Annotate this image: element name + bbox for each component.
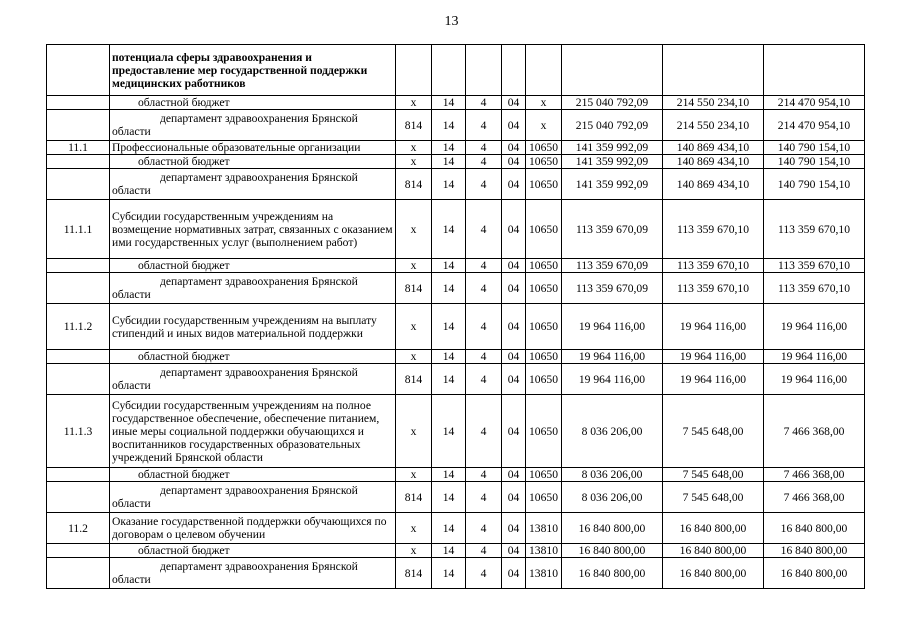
sum-year-2: 7 545 648,00 (663, 468, 764, 482)
sum-year-3: 16 840 800,00 (764, 558, 865, 589)
code-program: 04 (502, 350, 526, 364)
sum-year-1: 19 964 116,00 (562, 364, 663, 395)
code-program: 04 (502, 482, 526, 513)
row-name: департамент здравоохранения Брянской области (110, 273, 396, 304)
row-number (47, 544, 110, 558)
row-name: департамент здравоохранения Брянской области (110, 482, 396, 513)
sum-year-2: 19 964 116,00 (663, 304, 764, 350)
page-number: 13 (444, 14, 459, 29)
table-row (47, 558, 865, 589)
sum-year-2: 7 545 648,00 (663, 482, 764, 513)
code-section: 14 (432, 513, 466, 544)
row-name: департамент здравоохранения Брянской области (110, 364, 396, 395)
sum-year-1: 8 036 206,00 (562, 468, 663, 482)
code-program: 04 (502, 110, 526, 141)
code-section: 14 (432, 273, 466, 304)
code-section: 14 (432, 96, 466, 110)
code-direction: 13810 (526, 558, 562, 589)
code-direction: 10650 (526, 395, 562, 468)
sum-year-3: 7 466 368,00 (764, 482, 865, 513)
sum-year-1: 141 359 992,09 (562, 141, 663, 155)
sum-year-2: 214 550 234,10 (663, 110, 764, 141)
code-grbs: 814 (396, 169, 432, 200)
code-section: 14 (432, 558, 466, 589)
code-section: 14 (432, 155, 466, 169)
row-name: Субсидии государственным учреждениям на полное государственное обеспечение, обеспечение питанием, иные меры социальной поддержки обучающихся и воспитанников государственных образовательных учреждений Брянской области (110, 395, 396, 468)
row-name: областной бюджет (110, 468, 396, 482)
sum-year-3: 113 359 670,10 (764, 273, 865, 304)
code-grbs (396, 45, 432, 96)
budget-table-body (47, 45, 865, 589)
code-program: 04 (502, 273, 526, 304)
code-direction: 13810 (526, 513, 562, 544)
sum-year-1: 16 840 800,00 (562, 544, 663, 558)
table-row (47, 304, 865, 350)
table-row (47, 395, 865, 468)
code-section (432, 45, 466, 96)
sum-year-1: 8 036 206,00 (562, 482, 663, 513)
row-name: областной бюджет (110, 544, 396, 558)
code-grbs: х (396, 350, 432, 364)
sum-year-3 (764, 45, 865, 96)
code-direction (526, 45, 562, 96)
table-row (47, 200, 865, 259)
sum-year-3: 214 470 954,10 (764, 96, 865, 110)
code-subsection: 4 (466, 544, 502, 558)
code-program: 04 (502, 200, 526, 259)
code-subsection (466, 45, 502, 96)
code-subsection: 4 (466, 304, 502, 350)
code-subsection: 4 (466, 169, 502, 200)
code-program: 04 (502, 155, 526, 169)
code-direction: 10650 (526, 468, 562, 482)
row-number: 11.1.2 (47, 304, 110, 350)
code-grbs: х (396, 141, 432, 155)
row-name: Субсидии государственным учреждениям на возмещение нормативных затрат, связанных с оказанием ими государственных услуг (выполнением работ) (110, 200, 396, 259)
code-section: 14 (432, 169, 466, 200)
code-section: 14 (432, 259, 466, 273)
row-number (47, 482, 110, 513)
sum-year-2: 16 840 800,00 (663, 558, 764, 589)
code-subsection: 4 (466, 200, 502, 259)
sum-year-2: 19 964 116,00 (663, 364, 764, 395)
row-number: 11.1.1 (47, 200, 110, 259)
code-section: 14 (432, 364, 466, 395)
code-program: 04 (502, 544, 526, 558)
code-section: 14 (432, 395, 466, 468)
sum-year-1: 113 359 670,09 (562, 273, 663, 304)
code-direction: 10650 (526, 141, 562, 155)
sum-year-1: 8 036 206,00 (562, 395, 663, 468)
row-name: областной бюджет (110, 259, 396, 273)
table-row (47, 259, 865, 273)
code-subsection: 4 (466, 110, 502, 141)
code-grbs: х (396, 395, 432, 468)
table-row (47, 141, 865, 155)
sum-year-1 (562, 45, 663, 96)
row-name: областной бюджет (110, 155, 396, 169)
sum-year-2: 113 359 670,10 (663, 273, 764, 304)
code-grbs: х (396, 155, 432, 169)
sum-year-1: 16 840 800,00 (562, 513, 663, 544)
sum-year-1: 19 964 116,00 (562, 350, 663, 364)
sum-year-1: 141 359 992,09 (562, 155, 663, 169)
sum-year-1: 113 359 670,09 (562, 259, 663, 273)
row-number (47, 259, 110, 273)
code-subsection: 4 (466, 141, 502, 155)
code-program: 04 (502, 468, 526, 482)
row-name: Профессиональные образовательные организации (110, 141, 396, 155)
sum-year-3: 16 840 800,00 (764, 513, 865, 544)
row-number: 11.1.3 (47, 395, 110, 468)
code-grbs: х (396, 96, 432, 110)
code-program: 04 (502, 96, 526, 110)
code-grbs: х (396, 513, 432, 544)
row-number: 11.1 (47, 141, 110, 155)
code-program (502, 45, 526, 96)
sum-year-2: 140 869 434,10 (663, 141, 764, 155)
code-direction: 10650 (526, 259, 562, 273)
row-number (47, 169, 110, 200)
code-direction: 10650 (526, 304, 562, 350)
code-grbs: 814 (396, 273, 432, 304)
code-subsection: 4 (466, 558, 502, 589)
code-direction: х (526, 110, 562, 141)
sum-year-3: 113 359 670,10 (764, 200, 865, 259)
row-number (47, 364, 110, 395)
sum-year-1: 19 964 116,00 (562, 304, 663, 350)
table-row (47, 155, 865, 169)
table-row (47, 45, 865, 96)
table-row (47, 110, 865, 141)
row-number (47, 350, 110, 364)
table-row (47, 273, 865, 304)
code-direction: 13810 (526, 544, 562, 558)
code-section: 14 (432, 110, 466, 141)
sum-year-2: 7 545 648,00 (663, 395, 764, 468)
row-name: Субсидии государственным учреждениям на выплату стипендий и иных видов материальной поддержки (110, 304, 396, 350)
table-row (47, 364, 865, 395)
code-grbs: х (396, 468, 432, 482)
budget-table (46, 44, 865, 589)
row-name: департамент здравоохранения Брянской области (110, 558, 396, 589)
sum-year-1: 141 359 992,09 (562, 169, 663, 200)
code-program: 04 (502, 558, 526, 589)
row-name: департамент здравоохранения Брянской области (110, 110, 396, 141)
sum-year-1: 215 040 792,09 (562, 96, 663, 110)
code-direction: 10650 (526, 364, 562, 395)
sum-year-3: 7 466 368,00 (764, 395, 865, 468)
table-row (47, 544, 865, 558)
code-program: 04 (502, 364, 526, 395)
sum-year-3: 113 359 670,10 (764, 259, 865, 273)
code-section: 14 (432, 350, 466, 364)
code-section: 14 (432, 468, 466, 482)
sum-year-1: 113 359 670,09 (562, 200, 663, 259)
sum-year-2: 16 840 800,00 (663, 513, 764, 544)
code-program: 04 (502, 169, 526, 200)
row-number (47, 110, 110, 141)
sum-year-2: 214 550 234,10 (663, 96, 764, 110)
code-subsection: 4 (466, 350, 502, 364)
row-name: департамент здравоохранения Брянской области (110, 169, 396, 200)
code-grbs: х (396, 304, 432, 350)
code-subsection: 4 (466, 155, 502, 169)
row-number (47, 45, 110, 96)
table-row (47, 482, 865, 513)
code-subsection: 4 (466, 96, 502, 110)
code-direction: 10650 (526, 155, 562, 169)
code-program: 04 (502, 141, 526, 155)
sum-year-3: 140 790 154,10 (764, 169, 865, 200)
row-name: потенциала сферы здравоохранения и предоставление мер государственной поддержки медицинских работников (110, 45, 396, 96)
row-number (47, 468, 110, 482)
table-row (47, 513, 865, 544)
code-program: 04 (502, 395, 526, 468)
row-name: областной бюджет (110, 96, 396, 110)
code-subsection: 4 (466, 259, 502, 273)
code-grbs: х (396, 259, 432, 273)
sum-year-2: 140 869 434,10 (663, 155, 764, 169)
sum-year-3: 140 790 154,10 (764, 141, 865, 155)
table-row (47, 96, 865, 110)
sum-year-2: 19 964 116,00 (663, 350, 764, 364)
table-row (47, 468, 865, 482)
sum-year-1: 215 040 792,09 (562, 110, 663, 141)
sum-year-3: 16 840 800,00 (764, 544, 865, 558)
code-subsection: 4 (466, 513, 502, 544)
code-grbs: х (396, 544, 432, 558)
row-number: 11.2 (47, 513, 110, 544)
row-number (47, 273, 110, 304)
row-number (47, 96, 110, 110)
code-subsection: 4 (466, 364, 502, 395)
code-grbs: 814 (396, 558, 432, 589)
table-row (47, 350, 865, 364)
row-number (47, 558, 110, 589)
code-subsection: 4 (466, 395, 502, 468)
sum-year-3: 19 964 116,00 (764, 304, 865, 350)
sum-year-3: 19 964 116,00 (764, 364, 865, 395)
table-row (47, 169, 865, 200)
code-direction: 10650 (526, 482, 562, 513)
sum-year-1: 16 840 800,00 (562, 558, 663, 589)
code-section: 14 (432, 200, 466, 259)
sum-year-2 (663, 45, 764, 96)
code-direction: 10650 (526, 350, 562, 364)
code-direction: 10650 (526, 273, 562, 304)
row-name: областной бюджет (110, 350, 396, 364)
code-subsection: 4 (466, 482, 502, 513)
code-grbs: х (396, 200, 432, 259)
code-program: 04 (502, 304, 526, 350)
code-section: 14 (432, 482, 466, 513)
sum-year-2: 140 869 434,10 (663, 169, 764, 200)
code-section: 14 (432, 544, 466, 558)
code-direction: х (526, 96, 562, 110)
row-number (47, 155, 110, 169)
sum-year-3: 19 964 116,00 (764, 350, 865, 364)
row-name: Оказание государственной поддержки обучающихся по договорам о целевом обучении (110, 513, 396, 544)
sum-year-3: 214 470 954,10 (764, 110, 865, 141)
code-program: 04 (502, 513, 526, 544)
code-section: 14 (432, 141, 466, 155)
sum-year-2: 113 359 670,10 (663, 259, 764, 273)
code-section: 14 (432, 304, 466, 350)
code-grbs: 814 (396, 482, 432, 513)
sum-year-2: 16 840 800,00 (663, 544, 764, 558)
code-grbs: 814 (396, 364, 432, 395)
code-subsection: 4 (466, 468, 502, 482)
code-direction: 10650 (526, 169, 562, 200)
sum-year-3: 7 466 368,00 (764, 468, 865, 482)
sum-year-2: 113 359 670,10 (663, 200, 764, 259)
code-grbs: 814 (396, 110, 432, 141)
code-subsection: 4 (466, 273, 502, 304)
code-program: 04 (502, 259, 526, 273)
sum-year-3: 140 790 154,10 (764, 155, 865, 169)
code-direction: 10650 (526, 200, 562, 259)
